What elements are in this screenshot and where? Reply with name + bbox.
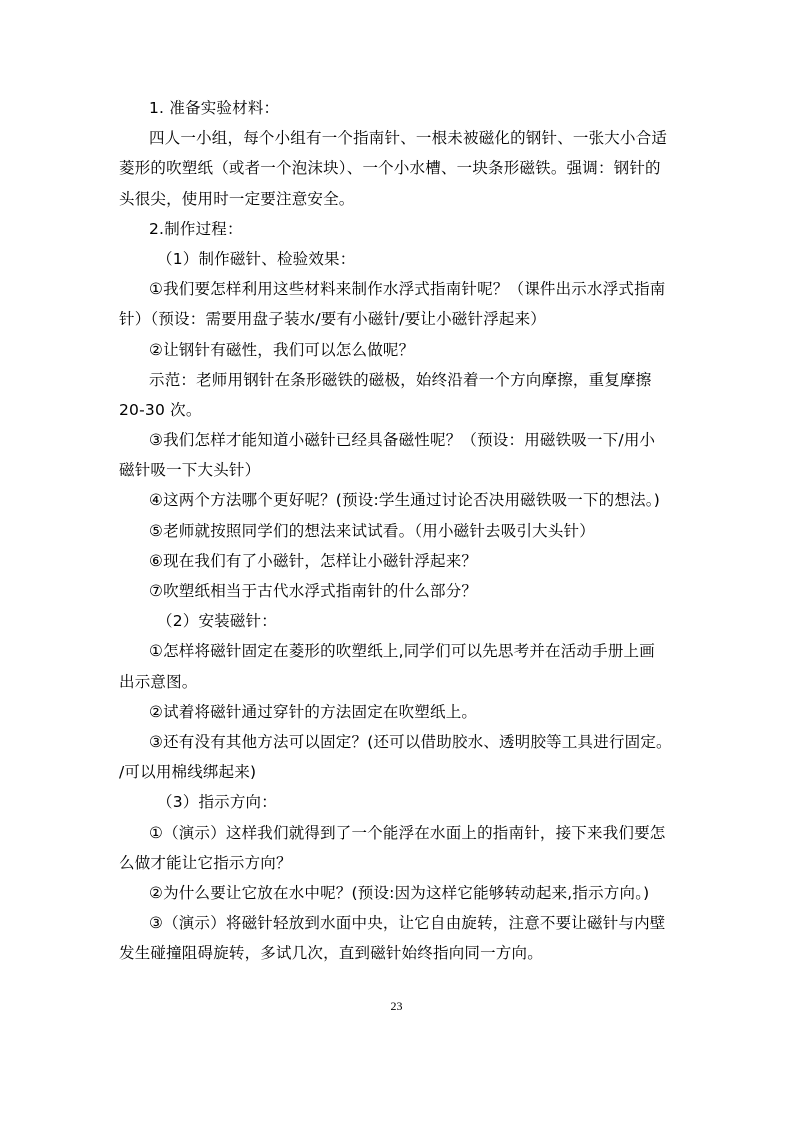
- text-line: 么做才能让它指示方向？: [119, 853, 292, 872]
- text-line: ②为什么要让它放在水中呢？(预设:因为这样它能够转动起来,指示方向。): [149, 883, 650, 902]
- text-line: 发生碰撞阻碍旋转，多试几次，直到磁针始终指向同一方向。: [119, 944, 543, 963]
- text-line: ②试着将磁针通过穿针的方法固定在吹塑纸上。: [149, 702, 478, 721]
- text-line: ①我们要怎样利用这些材料来制作水浮式指南针呢？（课件出示水浮式指南: [149, 280, 666, 299]
- text-line: ③还有没有其他方法可以固定？(还可以借助胶水、透明胶等工具进行固定。: [149, 732, 672, 751]
- text-line: 1. 准备实验材料：: [149, 99, 280, 117]
- page-number: 23: [390, 999, 403, 1013]
- text-line: （2）安装磁针：: [157, 612, 277, 631]
- text-line: /可以用棉线绑起来): [119, 763, 257, 782]
- text-line: ⑦吹塑纸相当于古代水浮式指南针的什么部分？: [149, 582, 478, 600]
- document-body: [119, 93, 685, 968]
- text-line: ⑥现在我们有了小磁针，怎样让小磁针浮起来？: [149, 551, 478, 570]
- text-line: 示范：老师用钢针在条形磁铁的磁极，始终沿着一个方向摩擦，重复摩擦: [149, 370, 652, 389]
- text-line: 出示意图。: [119, 672, 198, 691]
- text-line: ③（演示）将磁针轻放到水面中央，让它自由旋转，注意不要让磁针与内壁: [149, 914, 666, 933]
- text-line: 磁针吸一下大头针）: [119, 461, 261, 480]
- text-line: ④这两个方法哪个更好呢？(预设:学生通过讨论否决用磁铁吸一下的想法。): [149, 491, 660, 510]
- text-line: 20-30 次。: [119, 400, 202, 419]
- text-line: 四人一小组，每个小组有一个指南针、一根未被磁化的钢针、一张大小合适: [149, 129, 668, 148]
- text-line: ①（演示）这样我们就得到了一个能浮在水面上的指南针，接下来我们要怎: [149, 823, 666, 842]
- text-line: 菱形的吹塑纸（或者一个泡沫块）、一个小水槽、一块条形磁铁。强调：钢针的: [119, 159, 661, 178]
- text-line: ②让钢针有磁性，我们可以怎么做呢？: [149, 340, 415, 359]
- text-line: （3）指示方向：: [157, 793, 277, 812]
- text-line: 针）（预设：需要用盘子装水/要有小磁针/要让小磁针浮起来）: [119, 310, 546, 329]
- text-line: （1）制作磁针、检验效果：: [157, 249, 356, 268]
- text-line: 头很尖，使用时一定要注意安全。: [119, 189, 355, 208]
- text-line: ①怎样将磁针固定在菱形的吹塑纸上,同学们可以先思考并在活动手册上画: [149, 642, 655, 661]
- text-line: ③我们怎样才能知道小磁针已经具备磁性呢？（预设：用磁铁吸一下/用小: [149, 431, 656, 450]
- text-line: 2.制作过程：: [149, 219, 243, 238]
- text-line: ⑤老师就按照同学们的想法来试试看。（用小磁针去吸引大头针）: [149, 521, 595, 540]
